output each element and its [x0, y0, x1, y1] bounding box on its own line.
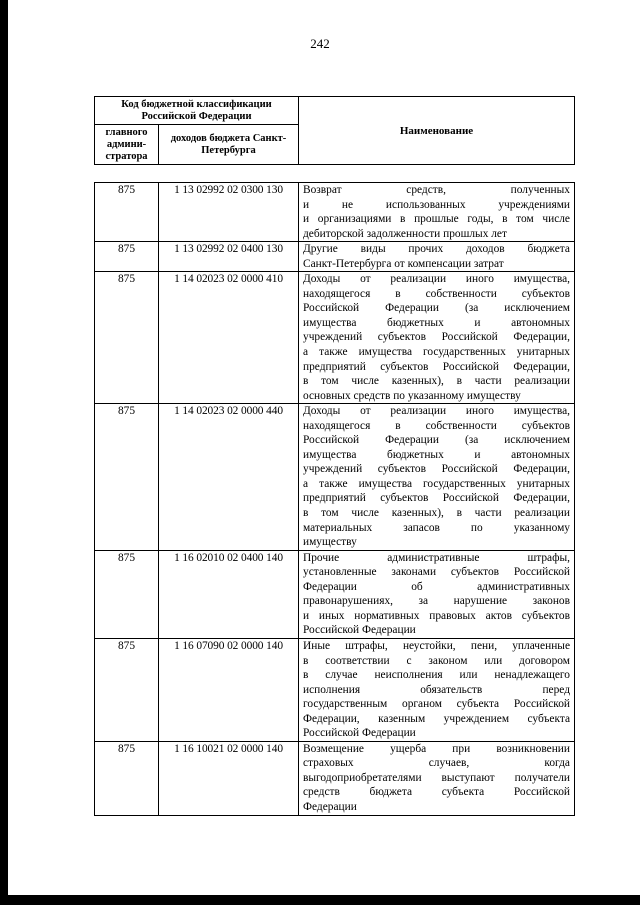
- name-line: в том числе казенных), в части реализации: [303, 507, 570, 520]
- name-line: в том числе казенных), в части реализации: [303, 375, 570, 388]
- name-line: Возврат средств, полученных: [303, 184, 570, 196]
- name-line: находящегося в собственности субъектов: [303, 287, 570, 300]
- table-row: [95, 242, 575, 272]
- name-line: и иных нормативных правовых актов субъектов: [303, 609, 570, 622]
- name-line: материальных запасов по указанному: [303, 521, 570, 534]
- name-line: Российской Федерации (за исключением: [303, 302, 570, 315]
- table-row: [95, 404, 575, 550]
- revenue-header: доходов бюджета Санкт-Петербурга: [159, 125, 299, 165]
- name-line: исполнения обязательств перед: [303, 683, 570, 696]
- revenue-code-cell: 1 16 10021 02 0000 140: [159, 741, 299, 815]
- table-row: [95, 741, 575, 815]
- table-row: [95, 638, 575, 741]
- name-line: Российской Федерации: [303, 624, 416, 637]
- header-table: [94, 96, 575, 165]
- name-line: в соответствии с законом или договором: [303, 654, 570, 667]
- name-line: Другие виды прочих доходов бюджета: [303, 243, 570, 256]
- revenue-code-cell: 1 13 02992 02 0300 130: [159, 183, 299, 242]
- table-row: [95, 550, 575, 638]
- name-cell: [299, 183, 575, 242]
- name-line: Прочие административные штрафы,: [303, 551, 570, 564]
- name-line: Российской Федерации (за исключением: [303, 434, 570, 447]
- name-line: Федерации об административных: [303, 580, 570, 593]
- scan-bottom-border: [0, 895, 640, 905]
- name-line: имущества бюджетных и автономных: [303, 316, 570, 329]
- revenue-code-cell: 1 14 02023 02 0000 410: [159, 272, 299, 404]
- budget-table-body: [95, 183, 575, 816]
- name-line: в случае неисполнения или ненадлежащего: [303, 669, 570, 682]
- revenue-code-cell: 1 14 02023 02 0000 440: [159, 404, 299, 550]
- table-row: [95, 183, 575, 242]
- name-line: а также имущества государственных унитарных: [303, 346, 570, 359]
- name-line: Возмещение ущерба при возникновении: [303, 742, 570, 755]
- budget-code-header: Код бюджетной классификации Российской Федерации: [95, 97, 299, 125]
- name-line: и не использованных учреждениями: [303, 198, 570, 211]
- name-line: Доходы от реализации иного имущества,: [303, 273, 570, 286]
- name-line: находящегося в собственности субъектов: [303, 419, 570, 432]
- revenue-code-cell: 1 13 02992 02 0400 130: [159, 242, 299, 272]
- name-line: установленные законами субъектов Российской: [303, 566, 570, 579]
- name-line: выгодоприобретателями выступают получатели: [303, 771, 570, 784]
- name-line: имущества бюджетных и автономных: [303, 448, 570, 461]
- name-line: государственным органом субъекта Российской: [303, 698, 570, 711]
- admin-code-cell: 875: [95, 272, 159, 404]
- name-line: учреждений субъектов Российской Федерации,: [303, 331, 570, 344]
- name-line: основных средств по указанному имуществу: [303, 389, 521, 402]
- revenue-code-cell: 1 16 02010 02 0400 140: [159, 550, 299, 638]
- name-line: Доходы от реализации иного имущества,: [303, 405, 570, 418]
- name-line: Федерации, казенным учреждением субъекта: [303, 712, 570, 725]
- revenue-code-cell: 1 16 07090 02 0000 140: [159, 638, 299, 741]
- name-line: Федерации: [303, 800, 357, 813]
- name-line: учреждений субъектов Российской Федерации,: [303, 463, 570, 476]
- admin-code-cell: 875: [95, 404, 159, 550]
- name-line: средств бюджета субъекта Российской: [303, 786, 570, 799]
- name-cell: [299, 638, 575, 741]
- name-cell: [299, 550, 575, 638]
- name-cell: [299, 242, 575, 272]
- name-line: правонарушениях, за нарушение законов: [303, 595, 570, 608]
- table-row: [95, 272, 575, 404]
- admin-code-cell: 875: [95, 638, 159, 741]
- name-line: имуществу: [303, 536, 357, 549]
- name-header: Наименование: [299, 97, 575, 165]
- name-line: предприятий субъектов Российской Федерации,: [303, 492, 570, 505]
- admin-code-cell: 875: [95, 242, 159, 272]
- name-line: дебиторской задолженности прошлых лет: [303, 227, 507, 240]
- admin-code-cell: 875: [95, 741, 159, 815]
- name-cell: [299, 404, 575, 550]
- name-line: предприятий субъектов Российской Федерации,: [303, 360, 570, 373]
- scan-left-border: [0, 0, 8, 905]
- name-cell: [299, 741, 575, 815]
- admin-header: главного админи-стратора: [95, 125, 159, 165]
- name-line: Российской Федерации: [303, 727, 416, 740]
- name-line: Санкт-Петербурга от компенсации затрат: [303, 257, 504, 270]
- budget-table: [94, 182, 575, 816]
- name-line: страховых случаев, когда: [303, 757, 570, 770]
- admin-code-cell: 875: [95, 183, 159, 242]
- admin-code-cell: 875: [95, 550, 159, 638]
- name-line: Иные штрафы, неустойки, пени, уплаченные: [303, 639, 570, 652]
- name-cell: [299, 272, 575, 404]
- page-number: 242: [310, 36, 330, 51]
- name-line: а также имущества государственных унитарных: [303, 477, 570, 490]
- name-line: и организациями в прошлые годы, в том числе: [303, 213, 570, 226]
